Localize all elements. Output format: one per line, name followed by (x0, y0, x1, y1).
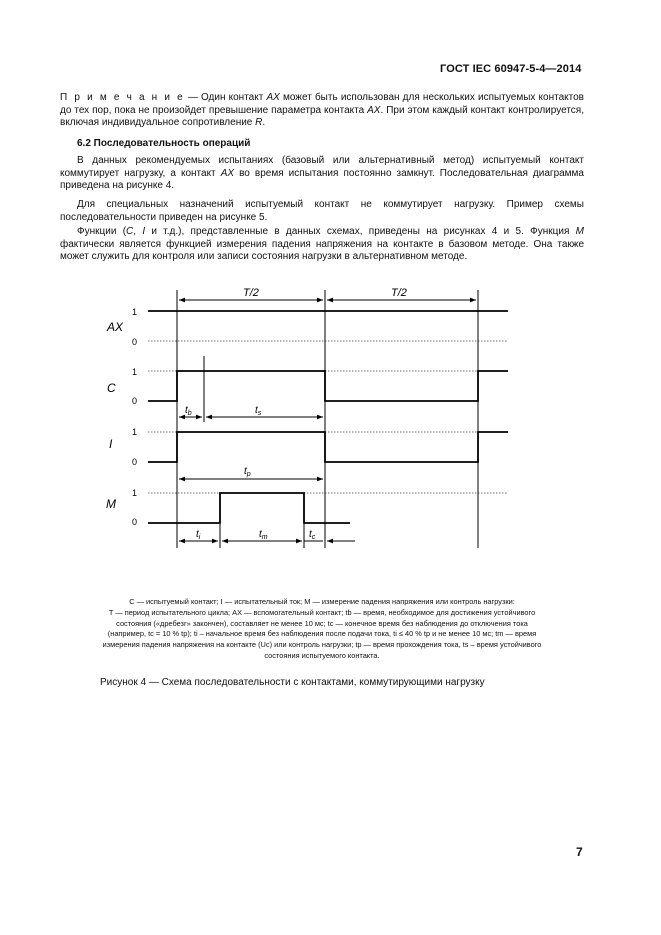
time-dimensions (179, 417, 355, 548)
signal-label-i: I (109, 437, 113, 451)
figure-legend (58, 597, 586, 662)
waveform-c (148, 371, 508, 401)
signal-label-c: C (107, 381, 116, 395)
note-ax: AX (367, 104, 381, 116)
note-ax: AX (266, 92, 280, 103)
standard-header: ГОСТ IEC 60947-5-4—2014 (440, 63, 582, 75)
ti-label: $t_i$ (196, 529, 201, 541)
tp-label: $t_p$ (244, 466, 251, 478)
paragraph-text: фактически является функцией измерения падения напряжения на контакте в базовом методе. Она также может служить для контроля или записи состояния нагрузки в альтернативном методе. (60, 238, 584, 262)
ts-label: $t_s$ (255, 405, 262, 417)
level-low: 0 (132, 457, 138, 467)
figure-caption: Рисунок 4 — Схема последовательности с контактами, коммутирующими нагрузку (100, 677, 485, 688)
note-text: — Один контакт (184, 92, 267, 103)
time-labels (185, 405, 316, 541)
legend-line: T — период испытательного цикла; AX — вспомогательный контакт; tb — время, необходимое для достижения устойчивого (108, 607, 536, 617)
note-label: П р и м е ч а н и е (60, 92, 185, 103)
waveform-m (148, 493, 350, 523)
legend-line: состояния («дребезг» закончен), составляет не менее 10 мс; tc — конечное время без наблюдения до отключения тока (116, 618, 528, 628)
signal-label-ax: AX (107, 320, 124, 334)
section-title: 6.2 Последовательность операций (77, 138, 251, 149)
paragraph-text: и т.д.), представленные в данных схемах, приведены на рисунках 4 и 5. Функция (145, 226, 576, 237)
paragraph-text: В данных рекомендуемых испытаниях (базовый или альтернативный метод) испытуемый контакт коммутирует нагрузку, а контакт (60, 155, 584, 179)
level-low: 0 (132, 396, 138, 406)
level-high: 1 (132, 307, 138, 317)
paragraph-text: Функции ( (77, 226, 127, 237)
level-low: 0 (132, 517, 138, 527)
level-low: 0 (132, 337, 138, 347)
tc-label: $t_c$ (309, 529, 316, 541)
tm-label: $t_m$ (259, 529, 268, 541)
page-number: 7 (576, 845, 583, 859)
level-high: 1 (132, 427, 138, 437)
paragraph-ax: AX (220, 167, 235, 179)
waveform-i (148, 432, 508, 462)
note-text: . При этом каждый контакт контролируется, включая индивидуальное сопротивление (60, 104, 584, 128)
paragraph-m: M (575, 226, 584, 237)
legend-line: измерения падения напряжения на контакте (Uc) или контроль нагрузки; tp — время прохождения тока, ts – время устойчивого (102, 640, 542, 650)
note-r: R (255, 117, 263, 128)
vertical-guides (177, 290, 478, 548)
tb-label: $t_b$ (185, 405, 192, 417)
level-labels (132, 307, 137, 527)
legend-line: C — испытуемый контакт; I — испытательный ток; M — измерение падения напряжения или контроль нагрузки: (129, 597, 515, 606)
half-period-label: T/2 (391, 287, 407, 299)
signal-label-m: M (106, 497, 116, 511)
note-text: может быть использован для нескольких испытуемых контактов до тех пор, пока не произойдет превышение параметра контакта (60, 92, 584, 116)
legend-line: состояния испытуемого контакта. (264, 650, 380, 660)
legend-line: (например, tc = 10 % tp); ti – начальное время без наблюдения после подачи тока, ti ≤ 40 % tp и не менее 10 мс; tm — время (107, 629, 537, 639)
half-period-label: T/2 (243, 287, 259, 299)
paragraph-text: во время испытания постоянно замкнут. Последовательная диаграмма приведена на рисунке 4. (60, 167, 584, 191)
paragraph-i: I (142, 226, 146, 237)
level-high: 1 (132, 367, 138, 377)
note-text: . (262, 117, 266, 128)
level-high: 1 (132, 488, 138, 498)
paragraph-text: , (133, 226, 143, 237)
paragraph-2: Для специальных назначений испытуемый контакт не коммутирует нагрузку. Пример схемы последовательности приведен на рисунке 5. (60, 199, 584, 223)
paragraph-c: C (126, 226, 134, 237)
